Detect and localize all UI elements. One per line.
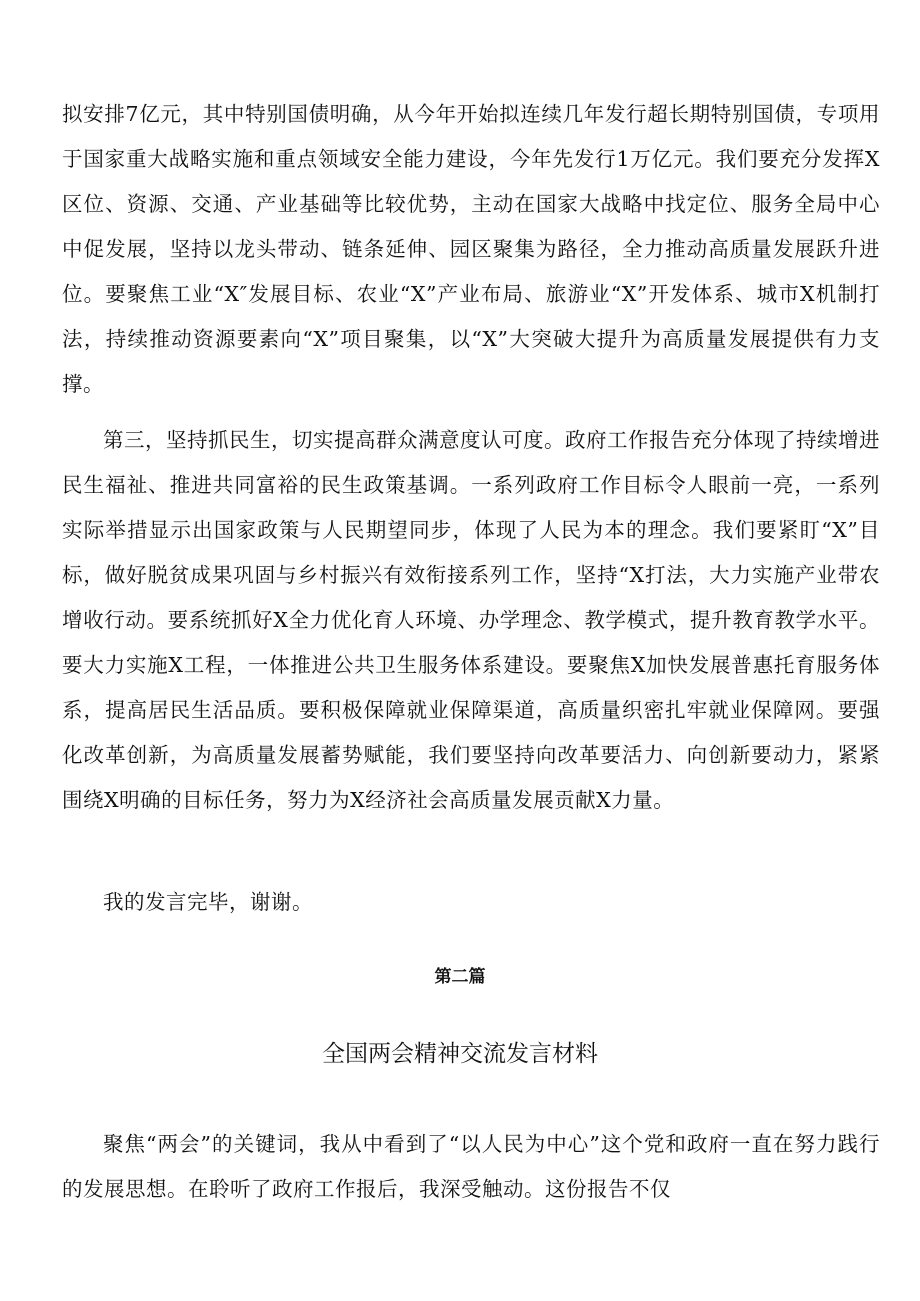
body-paragraph-1: 拟安排7亿元，其中特别国债明确，从今年开始拟连续几年发行超长期特别国债，专项用于国家重大战略实施和重点领域安全能力建设，今年先发行1万亿元。我们要充分发挥X区位、资源、交通、产业基础等比较优势，主动在国家大战略中找定位、服务全局中心中促发展，坚持以龙头带动、链条延伸、园区聚集为路径，全力推动高质量发展跃升进位。要聚焦工业“X″发展目标、农业“X”产业布局、旅游业“X”开发体系、城市X机制打法，持续推动资源要素向“X”项目聚集，以“X”大突破大提升为高质量发展提供有力支撑。 [62, 102, 880, 396]
body-paragraph-2: 第三，坚持抓民生，切实提高群众满意度认可度。政府工作报告充分体现了持续增进民生福祉、推进共同富裕的民生政策基调。一系列政府工作目标令人眼前一亮，一系列实际举措显示出国家政策与人民期望同步，体现了人民为本的理念。我们要紧盯“X”目标，做好脱贫成果巩固与乡村振兴有效衔接系列工作，坚持“X打法，大力实施产业带农增收行动。要系统抓好X全力优化育人环境、办学理念、教学模式，提升教育教学水平。要大力实施X工程，一体推进公共卫生服务体系建设。要聚焦X加快发展普惠托育服务体系，提高居民生活品质。要积极保障就业保障渠道，高质量织密扎牢就业保障网。要强化改革创新，为高质量发展蓄势赋能，我们要坚持向改革要活力、向创新要动力，紧紧围绕X明确的目标任务，努力为X经济社会高质量发展贡献X力量。 [62, 428, 880, 812]
section-label: 第二篇 [434, 967, 486, 987]
document-title: 全国两会精神交流发言材料 [322, 1041, 598, 1067]
closing-remark: 我的发言完毕，谢谢。 [103, 890, 313, 914]
body-paragraph-3: 聚焦“两会”的关键词，我从中看到了“以人民为中心”这个党和政府一直在努力践行的发展思想。在聆听了政府工作报后，我深受触动。这份报告不仅 [62, 1132, 880, 1201]
